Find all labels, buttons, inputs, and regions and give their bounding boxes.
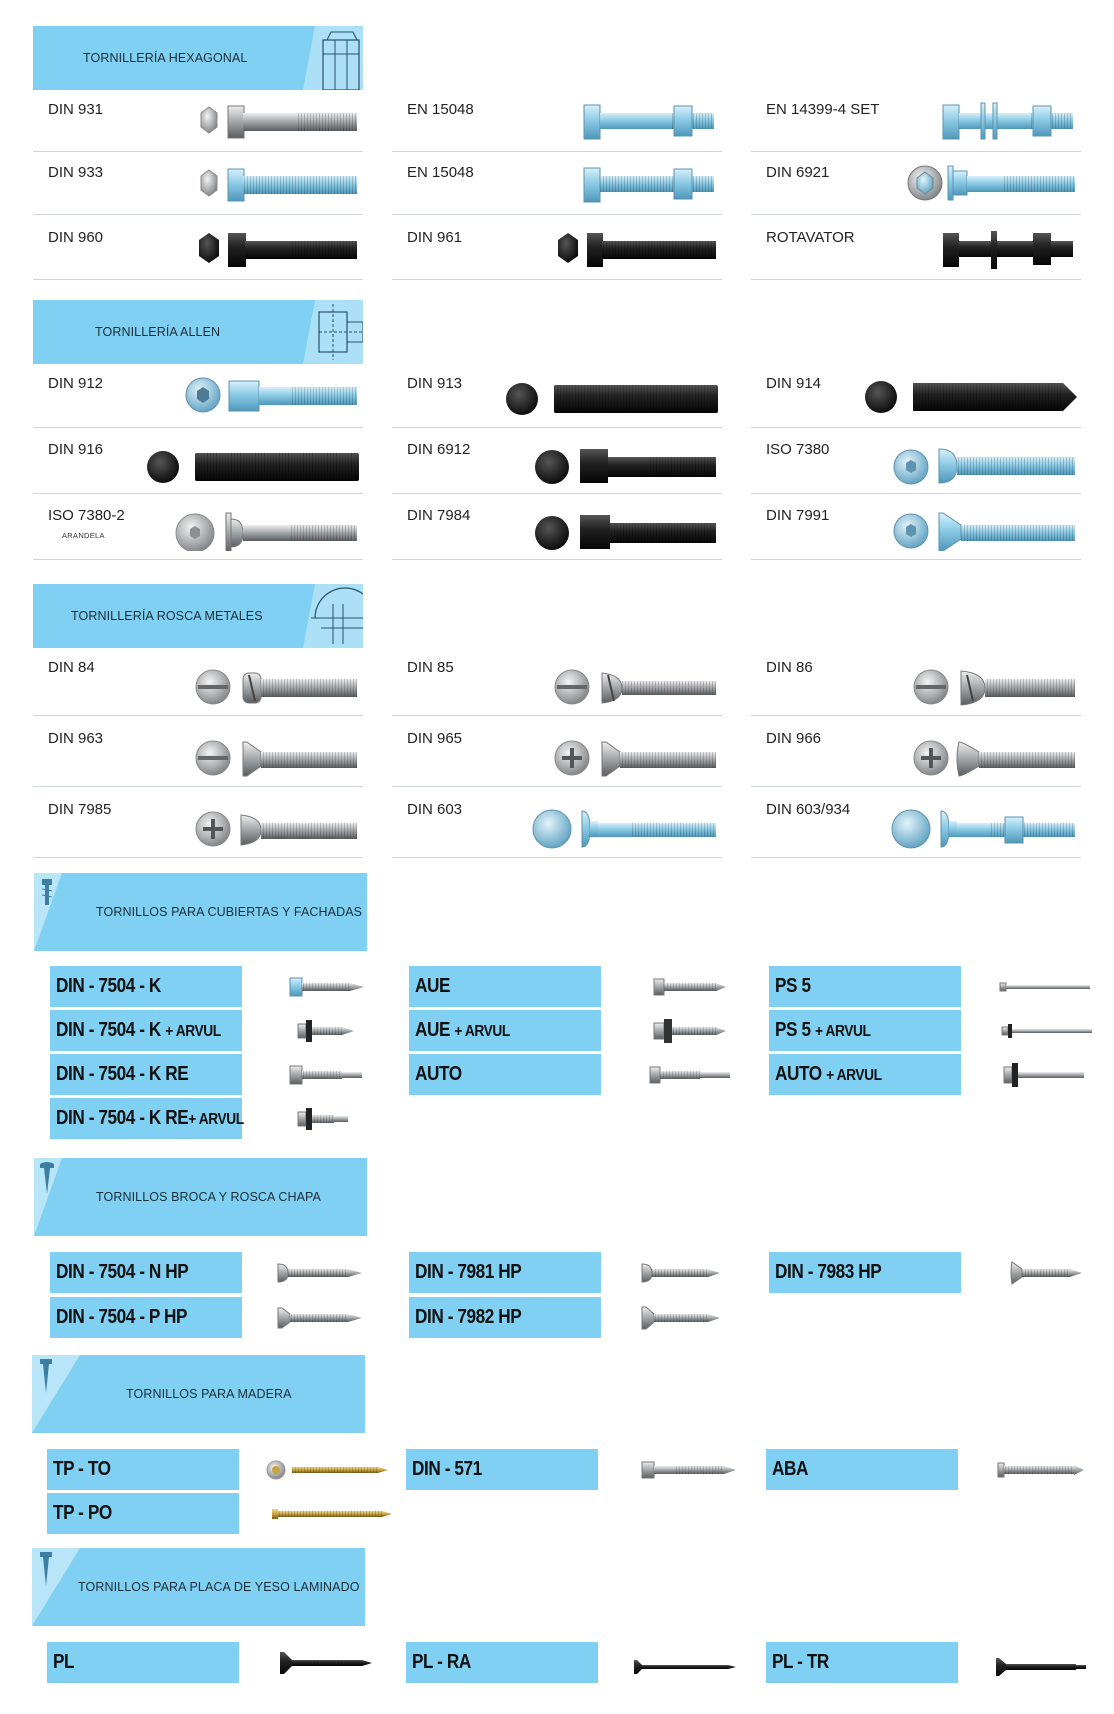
product-label: DIN - 7982 HP [415, 1306, 522, 1328]
product-label: DIN 960 [48, 229, 104, 246]
product-din-7504-k[interactable] [50, 966, 242, 1007]
product-extra: + ARVUL [188, 1111, 244, 1128]
product-label: AUTO [775, 1063, 822, 1085]
product-en-15048-a[interactable] [392, 89, 722, 152]
product-label: PL - RA [412, 1651, 471, 1673]
product-label: DIN - 7504 - K [56, 1019, 161, 1041]
product-label: ISO 7380-2 [48, 507, 125, 524]
product-din-603[interactable] [392, 789, 722, 858]
button-head-screw-icon [889, 435, 1079, 485]
product-din-7991[interactable] [751, 495, 1081, 560]
section-header-yeso [32, 1548, 365, 1626]
product-iso-7380-2[interactable] [33, 495, 363, 560]
countersunk-slotted-icon [191, 724, 361, 778]
product-label: DIN 912 [48, 375, 104, 392]
product-label: EN 15048 [407, 164, 474, 181]
product-label: DIN - 7504 - N HP [56, 1261, 189, 1283]
aba-screw-icon [996, 1455, 1096, 1485]
hex-bolt-black-icon [181, 223, 361, 273]
product-ps5[interactable] [769, 966, 961, 1007]
flange-button-screw-icon [171, 501, 361, 551]
product-label: AUE [415, 1019, 451, 1041]
product-extra: + ARVUL [165, 1023, 221, 1040]
product-label: DIN 965 [407, 730, 463, 747]
product-label: DIN 961 [407, 229, 463, 246]
self-drilling-screw-icon [288, 972, 368, 1002]
countersunk-drill-screw-icon [276, 1303, 366, 1333]
product-aba[interactable] [766, 1449, 958, 1490]
product-label: DIN - 571 [412, 1458, 482, 1480]
pan-head-slotted-icon [550, 653, 720, 707]
product-din-7985[interactable] [33, 789, 363, 858]
hex-bolt-black-icon [540, 223, 720, 273]
drywall-screw-tr-icon [994, 1652, 1094, 1682]
product-label: ABA [772, 1458, 809, 1480]
product-din-963[interactable] [33, 718, 363, 787]
product-aue-arvul[interactable] [409, 1010, 601, 1051]
hex-bolt-set-icon [929, 95, 1079, 145]
section-title: TORNILLOS PARA MADERA [126, 1387, 292, 1401]
product-extra: + ARVUL [814, 1023, 871, 1040]
product-pl-tr[interactable] [766, 1642, 958, 1683]
product-din-914[interactable] [751, 363, 1081, 428]
hex-bolt-blue-nut-icon [570, 158, 720, 208]
cheese-head-slotted-icon [191, 653, 361, 707]
product-label: DIN - 7504 - P HP [56, 1306, 188, 1328]
product-extra: + ARVUL [454, 1023, 510, 1040]
product-label: ROTAVATOR [766, 229, 855, 246]
hex-bolt-full-thread-icon [181, 158, 361, 208]
product-label: DIN 85 [407, 659, 454, 676]
product-label: DIN 6921 [766, 164, 830, 181]
section-header-broca [34, 1158, 367, 1236]
section-title: TORNILLOS PARA PLACA DE YESO LAMINADO [78, 1580, 360, 1594]
section-title: TORNILLOS PARA CUBIERTAS Y FACHADAS [96, 905, 363, 919]
product-label: DIN - 7981 HP [415, 1261, 522, 1283]
product-label: DIN 916 [48, 441, 104, 458]
product-note: ARANDELA [62, 531, 105, 540]
product-label: DIN 966 [766, 730, 822, 747]
screw-icon [34, 873, 64, 951]
product-label: DIN 914 [766, 375, 822, 392]
screw-icon [34, 1158, 64, 1236]
drywall-screw-ra-icon [632, 1652, 742, 1682]
product-din-86[interactable] [751, 647, 1081, 716]
product-label: DIN - 7504 - K RE [56, 1107, 189, 1129]
product-label: PL - TR [772, 1651, 829, 1673]
product-en-14399-4-set[interactable] [751, 89, 1081, 152]
product-label: TP - TO [53, 1458, 111, 1480]
self-drilling-screw-re-washer-icon [296, 1104, 376, 1134]
product-din-6921[interactable] [751, 152, 1081, 215]
auto-screw-washer-icon [1002, 1060, 1092, 1090]
product-din-85[interactable] [392, 647, 722, 716]
product-din-7504-k-re-arvul[interactable] [50, 1098, 242, 1139]
product-din-933[interactable] [33, 152, 363, 215]
product-label: DIN 86 [766, 659, 813, 676]
product-din-7504-p-hp[interactable] [50, 1297, 242, 1338]
product-auto[interactable] [409, 1054, 601, 1095]
product-din-84[interactable] [33, 647, 363, 716]
product-din-7983-hp[interactable] [769, 1252, 961, 1293]
product-label: AUTO [415, 1063, 462, 1085]
product-rotavator[interactable] [751, 217, 1081, 280]
product-extra: + ARVUL [826, 1067, 882, 1084]
product-din-7504-n-hp[interactable] [50, 1252, 242, 1293]
product-label: DIN 933 [48, 164, 104, 181]
wood-screw-zinc-yellow-icon [270, 1499, 400, 1529]
product-label: PS 5 [775, 1019, 811, 1041]
product-label: DIN 7984 [407, 507, 471, 524]
wood-screw-brass-icon [262, 1455, 392, 1485]
section-title: TORNILLERÍA ROSCA METALES [71, 609, 263, 623]
product-din-965[interactable] [392, 718, 722, 787]
hex-bolt-zinc-icon [181, 95, 361, 145]
socket-cap-screw-icon [181, 369, 361, 419]
product-label: DIN 84 [48, 659, 95, 676]
allen-bolt-drawing-icon [283, 300, 363, 364]
product-label: PS 5 [775, 975, 811, 997]
raised-countersunk-phillips-icon [909, 724, 1079, 778]
product-din-6912[interactable] [392, 429, 722, 494]
product-din-961[interactable] [392, 217, 722, 280]
product-label: DIN 6912 [407, 441, 471, 458]
set-screw-cone-icon [859, 369, 1079, 419]
set-screw-cup-icon [141, 435, 361, 485]
product-din-966[interactable] [751, 718, 1081, 787]
product-din-7981-hp[interactable] [409, 1252, 601, 1293]
carriage-bolt-nut-icon [889, 795, 1079, 849]
product-din-571[interactable] [406, 1449, 598, 1490]
product-label: DIN - 7504 - K [56, 975, 161, 997]
ps5-screw-icon [998, 972, 1098, 1002]
round-head-slotted-icon [909, 653, 1079, 707]
carriage-bolt-icon [530, 795, 720, 849]
product-ps5-arvul[interactable] [769, 1010, 961, 1051]
product-pl[interactable] [47, 1642, 239, 1683]
product-label: ISO 7380 [766, 441, 830, 458]
section-title: TORNILLOS BROCA Y ROSCA CHAPA [96, 1190, 321, 1204]
section-header-madera [32, 1355, 365, 1433]
hex-bolt-blue-nut-icon [570, 95, 720, 145]
product-din-912[interactable] [33, 363, 363, 428]
product-tp-po[interactable] [47, 1493, 239, 1534]
product-label: DIN 963 [48, 730, 104, 747]
low-head-cap-screw-icon [530, 435, 720, 485]
product-en-15048-b[interactable] [392, 152, 722, 215]
rotavator-bolt-icon [929, 223, 1079, 273]
product-label: AUE [415, 975, 451, 997]
product-din-7504-k-re[interactable] [50, 1054, 242, 1095]
countersunk-hex-socket-icon [889, 501, 1079, 551]
product-label: DIN 7985 [48, 801, 112, 818]
product-din-916[interactable] [33, 429, 363, 494]
lag-screw-icon [640, 1455, 740, 1485]
set-screw-flat-icon [500, 369, 720, 419]
screw-icon [32, 1548, 82, 1626]
section-title: TORNILLERÍA HEXAGONAL [83, 51, 248, 65]
countersunk-tapping-screw-icon [640, 1303, 730, 1333]
screw-icon [32, 1355, 82, 1433]
product-pl-ra[interactable] [406, 1642, 598, 1683]
hex-bolt-drawing-icon [283, 26, 363, 90]
product-iso-7380[interactable] [751, 429, 1081, 494]
round-head-drawing-icon [283, 584, 363, 648]
drywall-screw-black-icon [278, 1648, 378, 1678]
ps5-screw-washer-icon [1000, 1016, 1100, 1046]
section-header-hexagonal [33, 26, 363, 90]
product-label: TP - PO [53, 1502, 112, 1524]
pan-drill-screw-icon [276, 1258, 366, 1288]
product-din-7504-k-arvul[interactable] [50, 1010, 242, 1051]
raised-countersunk-tapping-screw-icon [1010, 1258, 1090, 1288]
product-label: DIN - 7504 - K RE [56, 1063, 189, 1085]
section-header-cubiertas [34, 873, 367, 951]
flange-bolt-icon [899, 158, 1079, 208]
product-label: EN 15048 [407, 101, 474, 118]
section-header-metales [33, 584, 363, 648]
product-din-7982-hp[interactable] [409, 1297, 601, 1338]
product-label: DIN 931 [48, 101, 104, 118]
pan-head-phillips-icon [191, 795, 361, 849]
product-aue[interactable] [409, 966, 601, 1007]
self-drilling-screw-washer-icon [296, 1016, 376, 1046]
product-label: DIN 603/934 [766, 801, 851, 818]
section-header-allen [33, 300, 363, 364]
product-auto-arvul[interactable] [769, 1054, 961, 1095]
countersunk-phillips-icon [550, 724, 720, 778]
product-label: DIN - 7983 HP [775, 1261, 882, 1283]
product-din-960[interactable] [33, 217, 363, 280]
aue-screw-icon [652, 972, 732, 1002]
section-title: TORNILLERÍA ALLEN [95, 325, 221, 339]
product-din-603-934[interactable] [751, 789, 1081, 858]
auto-screw-icon [648, 1060, 738, 1090]
product-label: DIN 603 [407, 801, 463, 818]
product-label: DIN 7991 [766, 507, 830, 524]
pan-tapping-screw-icon [640, 1258, 730, 1288]
product-din-913[interactable] [392, 363, 722, 428]
product-din-7984[interactable] [392, 495, 722, 560]
product-label: PL [53, 1651, 75, 1673]
product-label: EN 14399-4 SET [766, 101, 880, 118]
product-din-931[interactable] [33, 89, 363, 152]
low-head-cap-screw-black-icon [530, 501, 720, 551]
aue-screw-washer-icon [652, 1016, 732, 1046]
product-tp-to[interactable] [47, 1449, 239, 1490]
product-label: DIN 913 [407, 375, 463, 392]
self-drilling-screw-re-icon [288, 1060, 368, 1090]
